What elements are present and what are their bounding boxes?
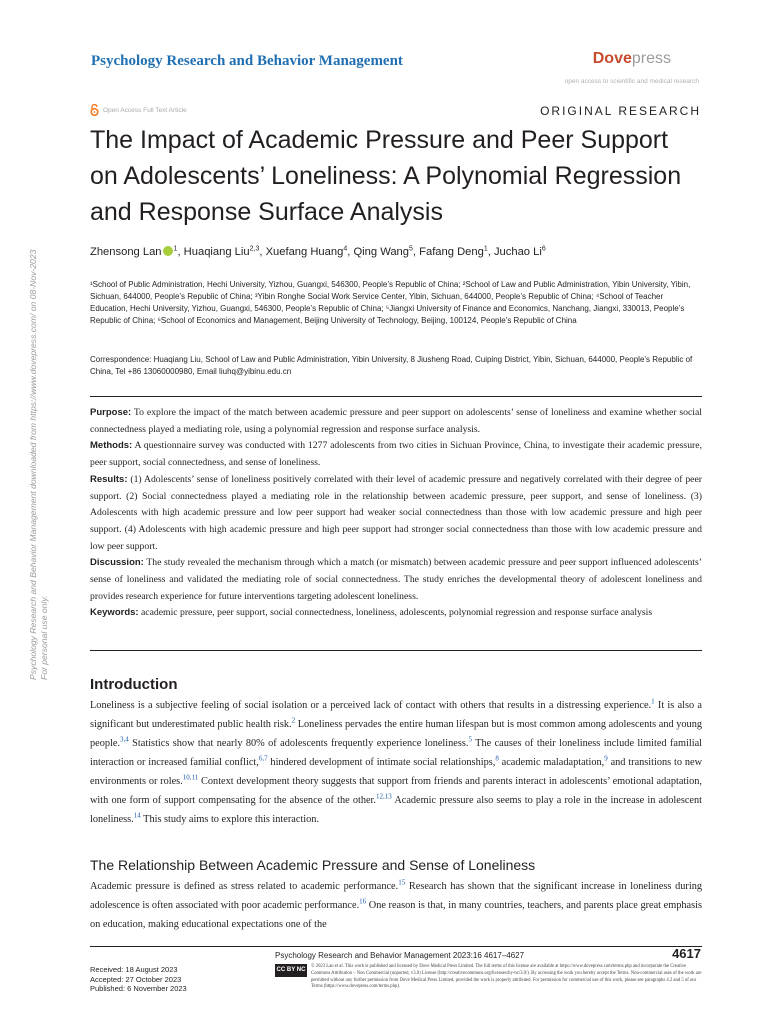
abstract-keywords-label: Keywords:	[90, 607, 139, 619]
abstract-results-label: Results:	[90, 473, 128, 485]
affiliation-marker: 1	[173, 245, 178, 253]
author-name[interactable]: Zhensong Lan	[90, 246, 162, 258]
open-access-icon	[90, 104, 99, 116]
accepted-date: Accepted: 27 October 2023	[90, 974, 182, 984]
watermark-line-1: Psychology Research and Behavior Management downloaded from https://www.dovepress.com/ on 08-Nov-2023	[28, 249, 38, 680]
citation-ref[interactable]: 2	[291, 716, 296, 725]
cc-license-icon[interactable]: CC BY NC	[275, 964, 307, 977]
citation-ref[interactable]: 14	[133, 811, 141, 820]
citation-ref[interactable]: 10,11	[182, 773, 199, 782]
affiliation-marker: 4	[343, 245, 348, 253]
citation-ref[interactable]: 15	[398, 878, 406, 887]
abstract-methods	[90, 438, 702, 471]
abstract-bottom-rule	[90, 650, 702, 651]
publisher-tagline: open access to scientific and medical research	[564, 78, 699, 85]
citation-ref[interactable]: 3,4	[120, 735, 129, 744]
section-heading-academic-pressure: The Relationship Between Academic Pressure and Sense of Loneliness	[90, 857, 536, 873]
open-access-label	[90, 104, 187, 116]
article-type: ORIGINAL RESEARCH	[540, 104, 701, 118]
published-date: Published: 6 November 2023	[90, 984, 187, 993]
abstract-keywords	[90, 605, 702, 622]
abstract-results	[90, 472, 702, 556]
author-name[interactable]: Fafang Deng	[419, 246, 484, 258]
citation-ref[interactable]: 1	[651, 697, 655, 706]
abstract-results-text: (1) Adolescents’ sense of loneliness positively correlated with their level of academic pressure and negatively correlated with their degree of peer support. (2) Social connectedness played a mediating role in the relationship between academic pressure, peer support, and sense of loneliness. (3) Adolescents with high academic pressure and low peer support had weaker social connectedness than those with low academic pressure and high peer support. (4) Adolescents with high academic pressure and high peer support had stronger social connectedness than those with low academic pressure and low peer support.	[90, 473, 703, 552]
citation-ref[interactable]: 16	[359, 897, 367, 906]
footer-journal-citation[interactable]: Psychology Research and Behavior Management 2023:16 4617–4627	[275, 951, 525, 960]
abstract-discussion	[90, 555, 702, 605]
affiliation-marker: 2,3	[249, 245, 260, 253]
citation-ref[interactable]: 9	[604, 754, 608, 763]
received-date: Received: 18 August 2023	[90, 965, 178, 974]
citation-ref[interactable]: 6,7	[258, 754, 268, 763]
article-dates	[90, 965, 187, 994]
publisher-logo-press: press	[631, 50, 671, 67]
affiliation-marker: 6	[541, 245, 546, 253]
footer-rule	[90, 946, 702, 947]
author-name[interactable]: Xuefang Huang	[265, 246, 344, 258]
author-name[interactable]: Juchao Li	[493, 246, 542, 258]
license-text: © 2023 Lan et al. This work is published and licensed by Dove Medical Press Limited. The full terms of this license are available at https://www.dovepress.com/terms.php and incorporate the Creative Commons Attribution – Non Commercial (unported, v3.0) License (http://creativecommons.org/licenses/by-nc/3.0/). By accessing the work you hereby accept the Terms. Non-commercial uses of the work are permitted without any further permission from Dove Medical Press Limited, provided the work is properly attributed. For permission for commercial use of this work, please see paragraphs 4.2 and 5 of our Terms (https://www.dovepress.com/terms.php).	[311, 964, 702, 990]
article-title: The Impact of Academic Pressure and Peer Support on Adolescents’ Loneliness: A Polynomial Regression and Response Surface Analysis	[90, 126, 682, 226]
section2-paragraph: Academic pressure is defined as stress related to academic performance.$^{15}$ Research has shown that the significant increase in loneliness during adolescence is often associated with poor academic performance.$^{16}$ One reason is that, in many countries, teachers, and parents place great emphasis on education, making educational expectations one of the	[90, 878, 702, 930]
abstract-purpose-text: To explore the impact of the match between academic pressure and peer support on adolescents’ sense of loneliness and examine whether social connectedness played a mediating role, using a polynomial regression and response surface analysis.	[90, 407, 702, 435]
abstract-methods-text: A questionnaire survey was conducted with 1277 adolescents from two cities in Sichuan Province, China, to investigate their academic pressure, peer support, social connectedness, and sense of loneliness.	[90, 440, 702, 469]
publisher-logo-dove: Dove	[592, 50, 632, 67]
affiliation-marker: 5	[409, 245, 413, 253]
citation-ref[interactable]: 5	[468, 735, 472, 744]
watermark-line-2: For personal use only.	[39, 595, 49, 680]
correspondence: Correspondence: Huaqiang Liu, School of Law and Public Administration, Yibin University, 8 Jiusheng Road, Cuiping District, Yibin, Sichuan, 644000, People’s Republic of China, Tel +86 13060000980, Email liuhq@yibinu.edu.cn	[90, 355, 693, 377]
author-name[interactable]: Huaqiang Liu	[183, 246, 250, 258]
author-name[interactable]: Qing Wang	[353, 246, 410, 258]
journal-name[interactable]: Psychology Research and Behavior Management	[91, 53, 403, 69]
abstract-purpose-label: Purpose:	[90, 407, 132, 418]
author-list: Zhensong Lan $^1$, Huaqiang Liu$^{2,3}$, Xuefang Huang$^4$, Qing Wang$^5$, Fafang Deng$^1$, Juchao Li$^6$	[90, 245, 546, 258]
affiliations: ¹School of Public Administration, Hechi University, Yizhou, Guangxi, 546300, People’s Republic of China; ²School of Law and Public Administration, Yibin University, Yibin, Sichuan, 644000, People’s Republic of China; ³Yibin Ronghe Social Work Service Center, Yibin, Sichuan, 644000, People’s Republic of China; ⁴School of Teacher Education, Hechi University, Yizhou, Guangxi, 546300, People’s Republic of China; ⁵Jiangxi University of Finance and Economics, Nanchang, Jiangxi, 330013, People’s Republic of China; ⁶School of Economics and Management, Beijing University of Technology, Beijing, 100124, People’s Republic of China	[90, 280, 691, 326]
abstract-top-rule	[90, 396, 702, 397]
abstract-methods-label: Methods:	[90, 440, 133, 452]
open-access-text: Open Access Full Text Article	[103, 106, 187, 114]
section-heading-introduction: Introduction	[90, 676, 178, 693]
abstract-purpose	[90, 405, 702, 438]
abstract-discussion-text: The study revealed the mechanism through which a match (or mismatch) between academic pressure and peer support influenced adolescents’ sense of loneliness and validated the mediating role of social connectedness. The study enriches the developmental theory of adolescent loneliness and provides research experience for future interventions targeting adolescent loneliness.	[90, 557, 702, 602]
publisher-logo[interactable]	[593, 50, 671, 68]
abstract	[90, 405, 702, 622]
citation-ref[interactable]: 8	[495, 754, 499, 763]
section2-body	[90, 877, 702, 934]
introduction-body	[90, 696, 702, 829]
page-number: 4617	[672, 946, 701, 961]
orcid-icon[interactable]	[163, 246, 173, 256]
abstract-discussion-label: Discussion:	[90, 557, 144, 569]
affiliation-marker: 1	[483, 245, 488, 253]
citation-ref[interactable]: 12,13	[375, 792, 392, 801]
abstract-keywords-text: academic pressure, peer support, social connectedness, loneliness, adolescents, polynomial regression and response surface analysis	[141, 607, 653, 619]
introduction-paragraph: Loneliness is a subjective feeling of social isolation or a perceived lack of contact with others that results in a distressing experience.$^1$ It is also a significant but underestimated public health risk.$^2$ Loneliness pervades the entire human lifespan but is most common among adolescents and young people.$^{3,4}$ Statistics show that nearly 80% of adolescents frequently experience loneliness.$^5$ The causes of their loneliness include limited familial interaction or increased familial conflict,$^{6,7}$ hindered development of intimate social relationships,$^8$ academic maladaptation,$^9$ and transitions to new environments or roles.$^{10,11}$ Context development theory suggests that support from friends and parents interact in adolescents’ emotional adaptation, with one form of support compensating for the absence of the other.$^{12,13}$ Academic pressure also seems to play a role in the increase in adolescent loneliness.$^{14}$ This study aims to explore this interaction.	[90, 697, 703, 825]
download-watermark	[28, 250, 50, 680]
